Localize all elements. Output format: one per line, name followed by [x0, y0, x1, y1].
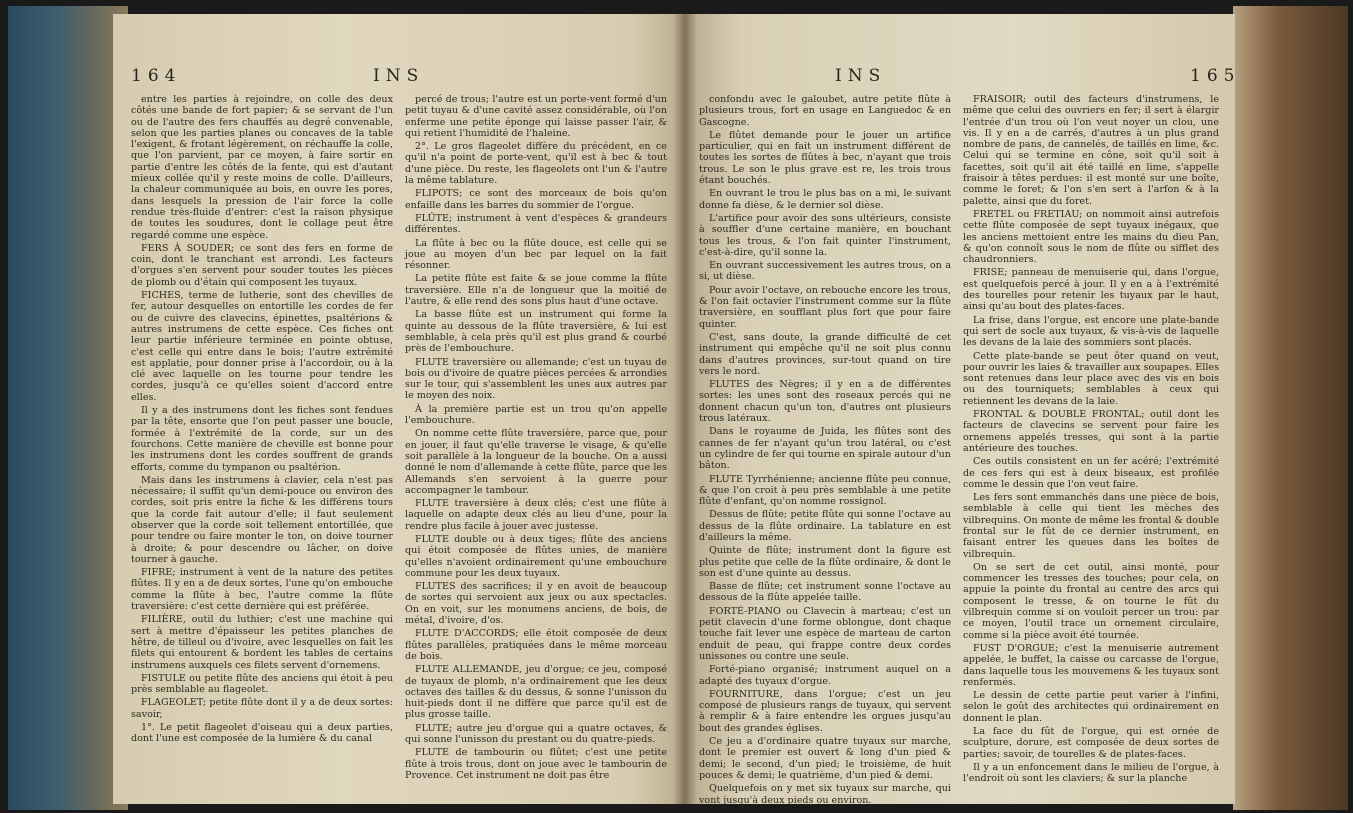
paragraph: FRAISOIR; outil des facteurs d'instrumens, le même que celui des ouvriers en fer; il sert à élargir l'entrée d'un trou où l'on veut noyer un clou, une vis. Il y en a de carrés, d'autres à un plus grand nombre de pans, de cannelés, de taillés en lime, &c. Celui qui se termine en cône, soit qu'il soit à facettes, soit qu'il ait été taillé en lime, s'appelle fraisoir à têtes perdues: il est monté sur une boîte, comme le foret; & l'on s'en sert à l'arfon & à la palette, ainsi que du foret. — [963, 94, 1219, 207]
paragraph: FUST D'ORGUE; c'est la menuiserie autrement appelée, le buffet, la caisse ou carcasse de l'orgue, dans laquelle tous les mouvemens & les tuyaux sont renfermés. — [963, 642, 1219, 688]
paragraph: FLUTE ALLEMANDE, jeu d'orgue; ce jeu, composé de tuyaux de plomb, n'a ordinairement que les deux octaves des tailles & du dessus, & sonne l'unisson du huit-pieds dont il ne diffère que parce qu'il est de plus grosse taille. — [405, 664, 667, 721]
paragraph: Dans le royaume de Juida, les flûtes sont des cannes de fer n'ayant qu'un trou latéral, ou c'est un cylindre de fer qui tourne en spirale autour d'un bâton. — [699, 426, 951, 472]
paragraph: Quelquefois on y met six tuyaux sur marche, qui vont jusqu'à deux pieds ou environ. — [699, 783, 951, 806]
paragraph: FLUTES des Nègres; il y en a de différentes sortes: les unes sont des roseaux percés qui ne donnent chacun qu'un ton, d'autres ont plusieurs trous latéraux. — [699, 379, 951, 425]
paragraph: Dessus de flûte; petite flûte qui sonne l'octave au dessus de la flûte ordinaire. La tablature en est d'ailleurs la même. — [699, 509, 951, 543]
paragraph: FICHES, terme de lutherie, sont des chevilles de fer, autour desquelles on entortille les cordes de fer ou de cuivre des clavecins, épinettes, psaltérions & autres instrumens de cette espèce. Ces fiches ont leur partie inférieure terminée en pointe obtuse, c'est celle qui entre dans le bois; l'autre extrémité est applatie, pour donner prise à l'accordoir, ou à la clé avec laquelle on les tourne pour tendre les cordes, jusqu'à ce qu'elles soient d'accord entre elles. — [131, 290, 393, 403]
paragraph: Quinte de flûte; instrument dont la figure est plus petite que celle de la flûte ordinaire, & dont le son est d'une quinte au dessus. — [699, 545, 951, 579]
left-page — [113, 14, 685, 804]
paragraph: Pour avoir l'octave, on rebouche encore les trous, & l'on fait octavier l'instrument comme sur la flûte traversière, en soufflant plus fort que pour faire quinter. — [699, 284, 951, 330]
running-head: INS — [835, 66, 887, 86]
paragraph: Il y a un enfoncement dans le milieu de l'orgue, à l'endroit où sont les claviers; & sur la planche — [963, 761, 1219, 785]
paragraph: FLUTES des sacrifices; il y en avoit de beaucoup de sortes qui servoient aux jeux ou aux spectacles. On en voit, sur les monumens anciens, de bois, de métal, d'ivoire, d'os. — [405, 581, 667, 627]
paragraph: Cette plate-bande se peut ôter quand on veut, pour ouvrir les laies & travailler aux soupapes. Elles sont retenues dans leur place avec des vis en bois ou des tourniquets; semblables à ceux qui retiennent les devans de la laie. — [963, 350, 1219, 407]
running-head: INS — [373, 66, 425, 86]
paragraph: La flûte à bec ou la flûte douce, est celle qui se joue au moyen d'un bec par lequel on la fait résonner. — [405, 237, 667, 272]
paragraph: FRETEL ou FRETIAU; on nommoit ainsi autrefois cette flûte composée de sept tuyaux inégaux, que les anciens mettoient entre les mains du dieu Pan, & qu'on connoît sous le nom de flûte ou sifflet des chaudronniers. — [963, 208, 1219, 266]
paragraph: FOURNITURE, dans l'orgue; c'est un jeu composé de plusieurs rangs de tuyaux, qui servent à remplir & à faire entendre les orgues jusqu'au bout des grandes églises. — [699, 688, 951, 734]
paragraph: FLUTE traversière à deux clés; c'est une flûte à laquelle on adapte deux clés au lieu d'une, pour la rendre plus facile à jouer avec justesse. — [405, 498, 667, 532]
paragraph: La frise, dans l'orgue, est encore une plate-bande qui sert de socle aux tuyaux, & vis-à-vis de laquelle les devans de la laie des sommiers sont placés. — [963, 314, 1219, 349]
paragraph: confondu avec le galoubet, autre petite flûte à plusieurs trous, fort en usage en Languedoc & en Gascogne. — [699, 94, 951, 128]
column-2 — [963, 94, 1219, 794]
paragraph: Les fers sont emmanchés dans une pièce de bois, semblable à celle qui tient les mèches des vilbrequins. On monte de même les frontal & double frontal sur le fût de ce dernier instrument, en faisant entrer les queues dans les boîtes de vilbrequin. — [963, 492, 1219, 560]
paragraph: Il y a des instrumens dont les fiches sont fendues par la tête, ensorte que l'on peut passer une boucle, formée à l'extrémité de la corde, sur un des fourchons. Cette manière de cheville est bonne pour les instrumens dont les cordes souffrent de grands efforts, comme du tympanon ou psaltérion. — [131, 405, 393, 473]
column-1 — [699, 94, 951, 806]
paragraph: On se sert de cet outil, ainsi monté, pour commencer les tresses des touches; pour cela, on appuie la pointe du frontal au centre des arcs qui composent le tresse, & on tourne le fût du vilbrequin comme si on vouloit percer un trou: par ce moyen, l'outil trace un ornement circulaire, comme si la pièce avoit été tournée. — [963, 561, 1219, 641]
paragraph: La petite flûte est faite & se joue comme la flûte traversière. Elle n'a de longueur que la moitié de l'autre, & elle rend des sons plus haut d'une octave. — [405, 273, 667, 308]
paragraph: La basse flûte est un instrument qui forme la quinte au dessous de la flûte traversière, & lui est semblable, à cela près qu'il est plus grand & courbé près de l'embouchure. — [405, 309, 667, 355]
paragraph: Forté-piano organisé; instrument auquel on a adapté des tuyaux d'orgue. — [699, 664, 951, 687]
paragraph: FLUTE double ou à deux tiges; flûte des anciens qui étoit composée de flûtes unies, de manière qu'elles n'avoient ordinairement qu'une embouchure commune pour les deux tuyaux. — [405, 533, 667, 579]
right-cover — [1233, 6, 1348, 810]
paragraph: En ouvrant le trou le plus bas on a mi, le suivant donne fa dièse, & le dernier sol dièse. — [699, 188, 951, 211]
page-number: 165 — [1190, 66, 1241, 86]
paragraph: C'est, sans doute, la grande difficulté de cet instrument qui empêche qu'il ne soit plus connu dans d'autres provinces, sur-tout quand on tire vers le nord. — [699, 331, 951, 377]
paragraph: FRONTAL & DOUBLE FRONTAL; outil dont les facteurs de clavecins se servent pour faire les ornemens appelés tresses, qui sont à la partie antérieure des touches. — [963, 409, 1219, 454]
paragraph: 2°. Le gros flageolet diffère du précédent, en ce qu'il n'a point de porte-vent, qu'il est à bec & tout d'une pièce. Du reste, les flageolets ont l'un & l'autre la même tablature. — [405, 141, 667, 187]
paragraph: FRISE; panneau de menuiserie qui, dans l'orgue, est quelquefois percé à jour. Il y en a à l'extrémité des tourelles pour retenir les tuyaux par le haut, ainsi qu'au bout des plates-faces. — [963, 267, 1219, 313]
page-number: 164 — [131, 66, 182, 86]
paragraph: FLAGEOLET; petite flûte dont il y a de deux sortes: savoir, — [131, 697, 393, 720]
paragraph: On nomme cette flûte traversière, parce que, pour en jouer, il faut qu'elle traverse le visage, & qu'elle soit parallèle à la longueur de la bouche. On a aussi donné le nom d'allemande à cette flûte, parce que les Allemands s'en servoient à la guerre pour accompagner le tambour. — [405, 428, 667, 496]
paragraph: FLUTE Tyrrhénienne; ancienne flûte peu connue, & que l'on croit à peu près semblable à une petite flûte d'enfant, qu'on nomme rossignol. — [699, 473, 951, 508]
paragraph: FLUTE traversière ou allemande; c'est un tuyau de bois ou d'ivoire de quatre pièces percées & arrondies sur le tour, qui s'assemblent les unes aux autres par le moyen des noix. — [405, 356, 667, 402]
paragraph: FILIÈRE, outil du luthier; c'est une machine qui sert à mettre d'épaisseur les petites planches de hêtre, de tilleul ou d'ivoire, avec lesquelles on fait les filets qui entourent & bordent les tables de certains instrumens auxquels ces filets servent d'ornemens. — [131, 614, 393, 671]
right-page — [685, 14, 1241, 806]
paragraph: Le flûtet demande pour le jouer un artifice particulier, qui en fait un instrument différent de toutes les sortes de flûtes à bec, n'ayant que trois trous. Le son le plus grave est re, les trois trous étant bouchés. — [699, 129, 951, 187]
paragraph: FLUTE D'ACCORDS; elle étoit composée de deux flûtes parallèles, pratiquées dans le même morceau de bois. — [405, 628, 667, 662]
paragraph: FIFRE; instrument à vent de la nature des petites flûtes. Il y en a de deux sortes, l'une qu'on embouche comme la flûte à bec, l'autre comme la flûte traversière: c'est cette dernière qui est préférée. — [131, 567, 393, 613]
paragraph: entre les parties à rejoindre, on colle des deux côtés une bande de fort papier; & se servant de l'un ou de l'autre des fers chauffés au degré convenable, selon que les parties planes ou concaves de la table l'exigent, & frotant légèrement, on réchauffe la colle, que l'on parvient, par ce moyen, à faire sortir en partie d'entre les côtés de la fente, qui est d'autant mieux collée qu'il y reste moins de colle. D'ailleurs, la chaleur communiquée au bois, en ouvre les pores, dans lesquels la pression de l'air force la colle rendue très-fluide d'entrer: c'est la raison physique de toutes les soudures, dont le collage peut être regardé comme une espèce. — [131, 94, 393, 241]
paragraph: FLUTE; autre jeu d'orgue qui a quatre octaves, & qui sonne l'unisson du prestant ou du quatre-pieds. — [405, 722, 667, 746]
paragraph: FLIPOTS; ce sont des morceaux de bois qu'on enfaille dans les barres du sommier de l'orgue. — [405, 188, 667, 211]
paragraph: Mais dans les instrumens à clavier, cela n'est pas nécessaire; il suffit qu'un demi-pouce ou environ des cordes, soit pris entre la fiche & les différens tours que la corde fait autour d'elle; il faut seulement observer que la corde soit tellement entortillée, que pour tendre ou faire monter le ton, on doive tourner à droite; & pour descendre ou lâcher, on doive tourner à gauche. — [131, 474, 393, 565]
paragraph: En ouvrant successivement les autres trous, on a si, ut dièse. — [699, 260, 951, 283]
column-2 — [405, 94, 667, 794]
paragraph: FORTÉ-PIANO ou Clavecin à marteau; c'est un petit clavecin d'une forme oblongue, dont chaque touche fait lever une espèce de marteau de carton enduit de peau, qui frappe contre deux cordes unissones ou contre une seule. — [699, 605, 951, 662]
column-1 — [131, 94, 393, 794]
book-gutter — [673, 14, 697, 804]
paragraph: La face du fût de l'orgue, qui est ornée de sculpture, dorure, est composée de deux sortes de parties; savoir, de tourelles & de plates-faces. — [963, 726, 1219, 760]
paragraph: Ces outils consistent en un fer acéré; l'extrémité de ces fers qui est à deux biseaux, est profilée comme le dessin que l'on veut faire. — [963, 456, 1219, 490]
paragraph: Le dessin de cette partie peut varier à l'infini, selon le goût des architectes qui ordinairement en donnent le plan. — [963, 690, 1219, 724]
paragraph: FISTULE ou petite flûte des anciens qui étoit à peu près semblable au flageolet. — [131, 672, 393, 696]
paragraph: FLÛTE; instrument à vent d'espèces & grandeurs différentes. — [405, 212, 667, 236]
paragraph: 1°. Le petit flageolet d'oiseau qui a deux parties, dont l'une est composée de la lumière & du canal — [131, 722, 393, 745]
paragraph: Basse de flûte; cet instrument sonne l'octave au dessous de la flûte appelée taille. — [699, 581, 951, 604]
paragraph: FERS À SOUDER; ce sont des fers en forme de coin, dont le tranchant est arrondi. Les facteurs d'orgues s'en servent pour souder toutes les pièces de plomb ou d'étain qui composent les tuyaux. — [131, 242, 393, 288]
paragraph: FLUTE de tambourin ou flûtet; c'est une petite flûte à trois trous, dont on joue avec le tambourin de Provence. Cet instrument ne doit pas être — [405, 747, 667, 781]
open-book — [8, 6, 1348, 810]
paragraph: À la première partie est un trou qu'on appelle l'embouchure. — [405, 403, 667, 427]
paragraph: percé de trous; l'autre est un porte-vent formé d'un petit tuyau & d'une cavité assez considérable, où l'on enferme une petite éponge qui laisse passer l'air, & qui retient l'humidité de l'haleine. — [405, 94, 667, 139]
paragraph: Ce jeu a d'ordinaire quatre tuyaux sur marche, dont le premier est ouvert & long d'un pied & demi; le second, d'un pied; le troisième, de huit pouces & demi; le quatrième, d'un pied & demi. — [699, 736, 951, 781]
paragraph: L'artifice pour avoir des sons ultérieurs, consiste à souffler d'une certaine manière, en bouchant tous les trous, & l'on fait quinter l'instrument, c'est-à-dire, qu'il sonne la. — [699, 212, 951, 258]
left-cover — [8, 6, 128, 810]
